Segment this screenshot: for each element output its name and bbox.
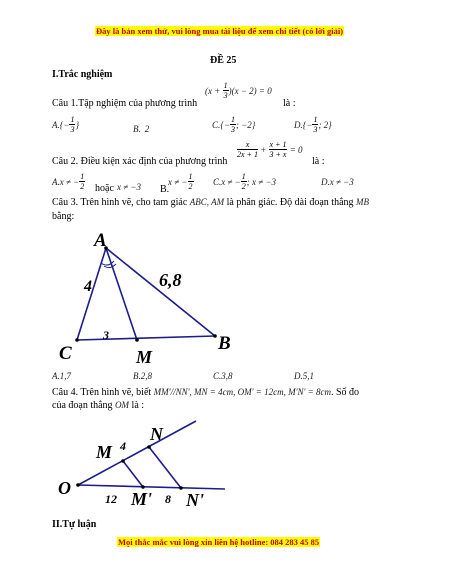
label-o: O <box>58 478 71 498</box>
footer-hotline: Mọi thắc mắc vui lòng xin liên hệ hotline: 084 283 45 85 <box>118 537 320 547</box>
question-2-suffix: là : <box>312 156 325 167</box>
label-a: A <box>94 230 107 251</box>
q3-option-a[interactable]: A.1,7 <box>52 371 71 381</box>
label-c: C <box>59 343 72 364</box>
q1-option-c[interactable]: C.{− $\frac{1}{3}$ ; −2} <box>212 115 256 134</box>
label-b: B <box>218 333 231 354</box>
q3-option-c[interactable]: C.3,8 <box>213 371 233 381</box>
q2-option-a[interactable]: A.x ≠ − $\frac{1}{2}$ <box>52 172 85 191</box>
q3-option-d[interactable]: D.5,1 <box>294 371 314 381</box>
q2-option-b[interactable]: x ≠ − $\frac{1}{2}$ <box>168 172 193 191</box>
question-3-text: Câu 3. Trên hình vẽ, cho tam giác ABC, AM là phân giác. Độ dài đoạn thẳng MB <box>52 197 370 208</box>
question-4-text: Câu 4. Trên hình vẽ, biết MM'//NN', MN = 4cm, OM' = 12cm, M'N' = 8cm. Số đo <box>52 387 360 398</box>
label-cm: 3 <box>103 328 109 342</box>
label-ac: 4 <box>84 278 92 295</box>
header-banner: Đây là bản xem thử, vui lòng mua tài liệu để xem chi tiết (có lời giải) <box>96 26 344 36</box>
q2-option-d[interactable]: D.x ≠ −3 <box>321 177 354 187</box>
label-om2: 12 <box>105 492 117 506</box>
question-3-text-end: bằng: <box>52 211 75 222</box>
q2-option-b-letter: B. <box>160 184 170 195</box>
label-m2: M <box>96 442 113 462</box>
segment-nn <box>149 447 181 488</box>
question-1-suffix: là : <box>283 98 296 109</box>
question-1-text: Câu 1.Tập nghiệm của phương trình <box>52 98 198 109</box>
q2-option-a-extra: x ≠ −3 <box>117 182 142 192</box>
q3-option-b[interactable]: B.2,8 <box>133 371 152 381</box>
label-n: N <box>150 424 163 444</box>
segment-mm <box>123 461 143 487</box>
label-ab: 6,8 <box>159 270 182 290</box>
label-n-prime: N' <box>186 490 204 510</box>
section-heading: I.Trắc nghiệm <box>52 69 113 80</box>
q1-option-a[interactable]: A.{− $\frac{1}{3}$ } <box>52 115 80 134</box>
question-2-equation: $\frac{x}{2x + 1}$ + $\frac{x + 1}{3 + x}$ = 0 <box>237 140 303 159</box>
label-m: M <box>136 347 153 367</box>
question-1-equation: (x + $\frac{1}{3}$ )(x − 2) = 0 <box>205 81 272 100</box>
label-mn: 4 <box>120 439 126 453</box>
question-2-text: Câu 2. Điều kiện xác định của phương trình <box>52 156 228 167</box>
q1-option-b[interactable]: B. 2 <box>133 124 150 134</box>
q2-option-a-or: hoặc <box>95 183 114 194</box>
q1-option-d[interactable]: D.{− $\frac{1}{3}$ ; 2} <box>294 115 332 134</box>
question-4-text-end: của đoạn thẳng OM là : <box>52 400 145 411</box>
exam-title: ĐỀ 25 <box>210 55 237 66</box>
section-heading-2: II.Tự luận <box>52 519 97 530</box>
label-m-prime: M' <box>131 489 153 509</box>
q2-option-c[interactable]: C.x ≠ − $\frac{1}{2}$ ; x ≠ −3 <box>213 172 277 191</box>
label-m2n2: 8 <box>165 492 171 506</box>
